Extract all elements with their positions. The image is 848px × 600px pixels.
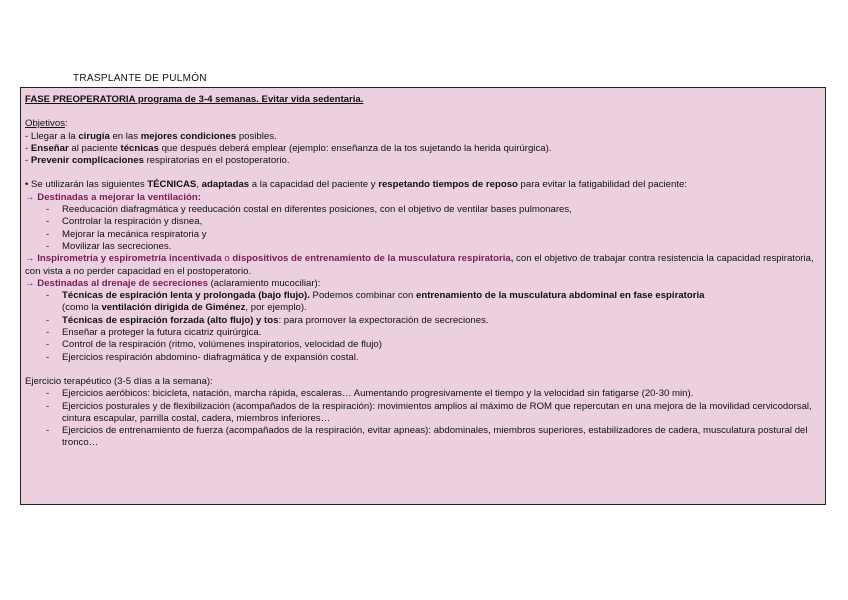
list-item: - Control de la respiración (ritmo, volúmenes inspiratorios, velocidad de flujo) [25, 339, 821, 351]
inspirometria-paragraph: → Inspirometría y espirometría incentivada o dispositivos de entrenamiento de la musculatura respiratoria, con el objetivo de trabajar contra resistencia la capacidad respiratoria, con vista a no perder capacidad en el postoperatorio. [25, 253, 814, 277]
ejercicio-heading: Ejercicio terapéutico (3-5 días a la semana): [25, 375, 213, 387]
drenaje-list [25, 290, 821, 364]
list-item: - Mejorar la mecánica respiratoria y [25, 229, 821, 241]
ventilacion-list [25, 204, 821, 253]
objetivo-line: - Prevenir complicaciones respiratorias en el postoperatorio. [25, 155, 290, 167]
ejercicio-list [25, 388, 821, 449]
list-item: - Ejercicios respiración abdomino- diafragmática y de expansión costal. [25, 352, 821, 364]
ventilacion-heading: → Destinadas a mejorar la ventilación: [25, 191, 201, 203]
objetivo-line: - Enseñar al paciente técnicas que después deberá emplear (ejemplo: enseñanza de la tos sujetando la herida quirúrgica). [25, 142, 552, 154]
list-item: - Enseñar a proteger la futura cicatriz quirúrgica. [25, 327, 821, 339]
list-item: - Controlar la respiración y disnea, [25, 216, 821, 228]
list-item: - Ejercicios aeróbicos: bicicleta, natación, marcha rápida, escaleras… Aumentando progresivamente el tiempo y la velocidad sin fatigarse (20-30 min). [25, 388, 821, 400]
drenaje-heading: → Destinadas al drenaje de secreciones (aclaramiento mucociliar): [25, 277, 321, 289]
list-item: - Técnicas de espiración forzada (alto flujo) y tos: para promover la expectoración de secreciones. [25, 315, 821, 327]
list-item: - Ejercicios posturales y de flexibilización (acompañados de la respiración): movimientos amplios al máximo de ROM que repercutan en una mejora de la movilidad cervicodorsal, cintura escapular, parrilla costal, cadera, miembros inferiores… [25, 401, 821, 426]
objetivo-line: - Llegar a la cirugía en las mejores condiciones posibles. [25, 130, 277, 142]
section-title: FASE PREOPERATORIA programa de 3-4 semanas. Evitar vida sedentaria. [25, 94, 364, 105]
list-item: - Movilizar las secreciones. [25, 241, 821, 253]
objetivos-heading: Objetivos: [25, 118, 68, 130]
list-item: - Técnicas de espiración lenta y prolongada (bajo flujo). Podemos combinar con entrenamiento de la musculatura abdominal en fase espiratoria (como la ventilación dirigida de Giménez, por ejemplo). [25, 290, 821, 315]
list-item: - Reeducación diafragmática y reeducación costal en diferentes posiciones, con el objetivo de ventilar bases pulmonares, [25, 204, 821, 216]
content-box [20, 87, 826, 505]
page-header-title: TRASPLANTE DE PULMÓN [73, 73, 207, 84]
list-item: - Ejercicios de entrenamiento de fuerza (acompañados de la respiración, evitar apneas): abdominales, miembros superiores, estabilizadores de cadera, musculatura postural del tronco… [25, 425, 821, 450]
tecnicas-intro: • Se utilizarán las siguientes TÉCNICAS, adaptadas a la capacidad del paciente y respetando tiempos de reposo para evitar la fatigabilidad del paciente: [25, 179, 687, 191]
